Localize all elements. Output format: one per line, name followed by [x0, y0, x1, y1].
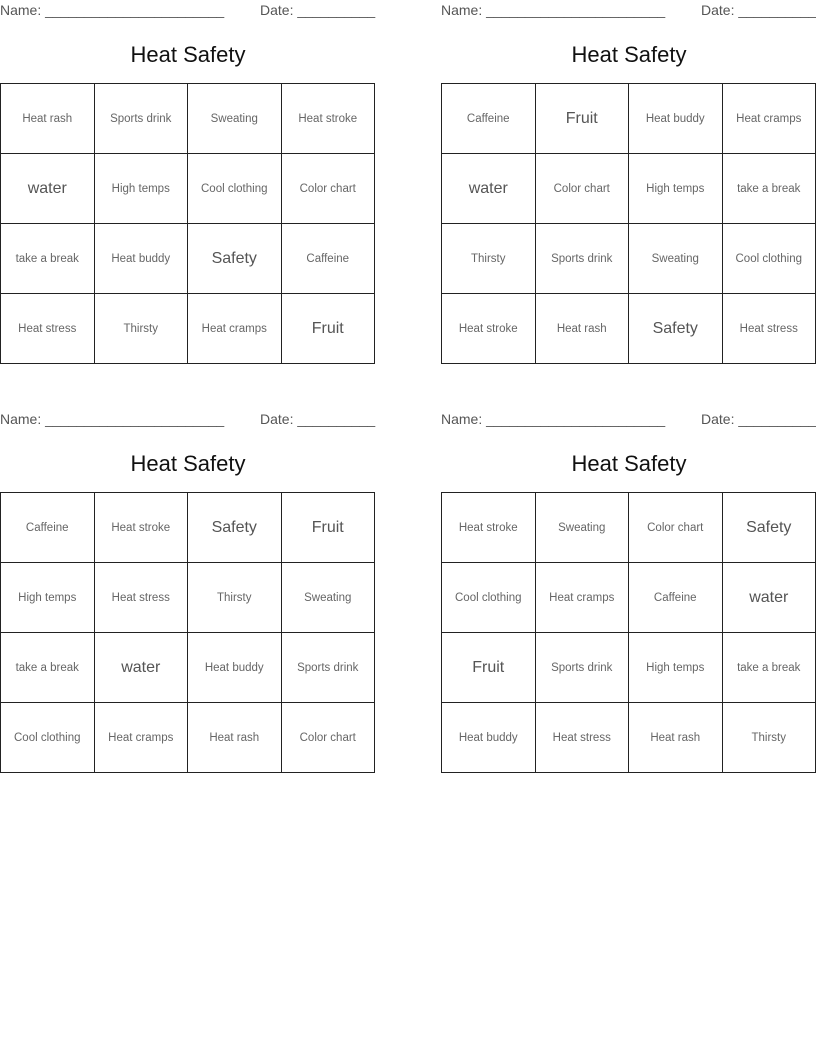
bingo-cell: High temps [629, 633, 723, 703]
bingo-cell: High temps [1, 563, 95, 633]
bingo-cell: Sports drink [536, 633, 630, 703]
card-title: Heat Safety [130, 451, 246, 476]
bingo-cell: Cool clothing [1, 703, 95, 773]
bingo-cell: Caffeine [442, 84, 536, 154]
card-header [441, 409, 816, 431]
bingo-cell: Heat stroke [442, 493, 536, 563]
bingo-card-1 [0, 0, 376, 337]
bingo-cell: Sports drink [536, 224, 630, 294]
name-field: Name: _______________________ [441, 411, 666, 427]
card-header [441, 0, 816, 22]
bingo-cell: Heat buddy [188, 633, 282, 703]
bingo-card-4 [441, 409, 816, 744]
bingo-cell: Fruit [282, 493, 376, 563]
bingo-cell: take a break [1, 633, 95, 703]
card-title: Heat Safety [571, 451, 687, 476]
bingo-cell: Fruit [442, 633, 536, 703]
bingo-cell: water [95, 633, 189, 703]
bingo-cell: water [1, 154, 95, 224]
bingo-card-2 [441, 0, 816, 337]
bingo-cell: Thirsty [442, 224, 536, 294]
bingo-cell: Sweating [629, 224, 723, 294]
bingo-cell: Thirsty [723, 703, 816, 773]
bingo-cell: Sweating [188, 84, 282, 154]
bingo-cell: Color chart [536, 154, 630, 224]
bingo-cell: Color chart [629, 493, 723, 563]
bingo-cell: Fruit [282, 294, 376, 364]
bingo-cell: Thirsty [188, 563, 282, 633]
name-field: Name: _______________________ [0, 411, 225, 427]
bingo-grid [441, 492, 816, 773]
bingo-cell: Cool clothing [188, 154, 282, 224]
bingo-grid [441, 83, 816, 364]
bingo-cell: Heat rash [188, 703, 282, 773]
bingo-cell: High temps [629, 154, 723, 224]
name-field: Name: _______________________ [0, 2, 225, 18]
bingo-cell: Safety [188, 493, 282, 563]
date-field: Date: __________ [260, 2, 376, 18]
bingo-cell: water [442, 154, 536, 224]
card-title: Heat Safety [130, 42, 246, 67]
date-field: Date: __________ [701, 411, 816, 427]
name-field: Name: _______________________ [441, 2, 666, 18]
date-field: Date: __________ [701, 2, 816, 18]
bingo-card-3 [0, 409, 376, 744]
bingo-cell: Heat rash [536, 294, 630, 364]
bingo-cell: Sports drink [95, 84, 189, 154]
bingo-cell: Caffeine [282, 224, 376, 294]
bingo-cell: Sweating [536, 493, 630, 563]
bingo-cell: Heat rash [1, 84, 95, 154]
bingo-cell: Color chart [282, 154, 376, 224]
bingo-cell: Heat stress [1, 294, 95, 364]
bingo-cell: Safety [629, 294, 723, 364]
bingo-cell: Heat stroke [442, 294, 536, 364]
bingo-cell: Heat cramps [536, 563, 630, 633]
bingo-grid [0, 83, 375, 364]
bingo-cell: Fruit [536, 84, 630, 154]
date-field: Date: __________ [260, 411, 376, 427]
bingo-cell: Heat stress [95, 563, 189, 633]
bingo-cell: Heat cramps [188, 294, 282, 364]
bingo-cell: Caffeine [629, 563, 723, 633]
bingo-cell: Thirsty [95, 294, 189, 364]
card-title: Heat Safety [571, 42, 687, 67]
bingo-cell: Safety [188, 224, 282, 294]
bingo-cell: Heat stress [723, 294, 816, 364]
bingo-cell: Sports drink [282, 633, 376, 703]
bingo-cell: take a break [1, 224, 95, 294]
bingo-cell: Heat buddy [629, 84, 723, 154]
bingo-cell: Heat cramps [723, 84, 816, 154]
bingo-cell: Heat stroke [282, 84, 376, 154]
bingo-cell: Heat buddy [442, 703, 536, 773]
bingo-cell: Heat rash [629, 703, 723, 773]
bingo-cell: take a break [723, 154, 816, 224]
bingo-cell: Heat cramps [95, 703, 189, 773]
bingo-cell: Color chart [282, 703, 376, 773]
bingo-cell: Safety [723, 493, 816, 563]
bingo-cell: Heat stroke [95, 493, 189, 563]
card-header [0, 0, 376, 22]
bingo-cell: Heat stress [536, 703, 630, 773]
bingo-cell: High temps [95, 154, 189, 224]
bingo-cell: Cool clothing [442, 563, 536, 633]
bingo-cell: water [723, 563, 816, 633]
bingo-cell: take a break [723, 633, 816, 703]
card-header [0, 409, 376, 431]
bingo-cell: Caffeine [1, 493, 95, 563]
bingo-cell: Heat buddy [95, 224, 189, 294]
bingo-cell: Cool clothing [723, 224, 816, 294]
bingo-grid [0, 492, 375, 773]
bingo-cell: Sweating [282, 563, 376, 633]
